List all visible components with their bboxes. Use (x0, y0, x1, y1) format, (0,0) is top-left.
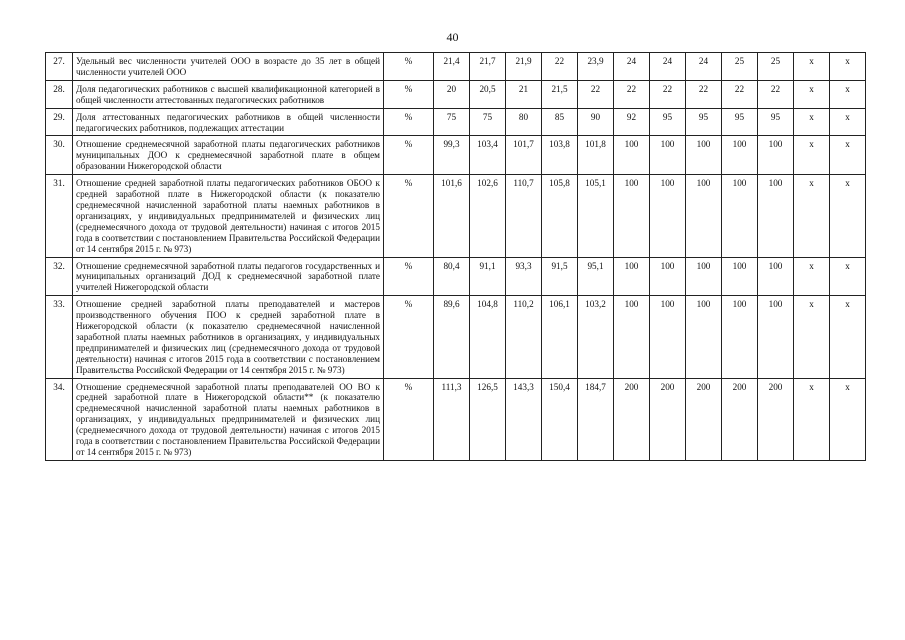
value-cell: 95 (686, 108, 722, 136)
value-cell: 106,1 (542, 296, 578, 378)
value-cell: 20 (434, 80, 470, 108)
unit-cell: % (384, 108, 434, 136)
row-number: 32. (46, 257, 73, 296)
value-cell: 95,1 (578, 257, 614, 296)
value-cell: 103,2 (578, 296, 614, 378)
value-cell: х (830, 80, 866, 108)
row-number: 29. (46, 108, 73, 136)
value-cell: 100 (758, 175, 794, 257)
value-cell: 100 (686, 257, 722, 296)
value-cell: 91,5 (542, 257, 578, 296)
unit-cell: % (384, 296, 434, 378)
value-cell: 21,5 (542, 80, 578, 108)
value-cell: 21 (506, 80, 542, 108)
value-cell: 100 (614, 257, 650, 296)
value-cell: 143,3 (506, 378, 542, 460)
indicator-description: Отношение среднемесячной заработной платы педагогических работников муниципальных ДОО к среднемесячной заработной плате в общем образовании Нижегородской области (73, 136, 384, 175)
value-cell: 100 (614, 136, 650, 175)
indicator-description: Отношение средней заработной платы педагогических работников ОБОО к средней заработной плате в Нижегородской области (к показателю среднемесячной начисленной заработной платы наемных работников в организациях, у индивидуальных предпринимателей и физических лиц (среднемесячного дохода от трудовой деятельности) начиная с итогов 2015 года в соответствии с постановлением Правительства Российской Федерации от 14 сентября 2015 г. № 973) (73, 175, 384, 257)
unit-cell: % (384, 136, 434, 175)
value-cell: 80 (506, 108, 542, 136)
value-cell: 100 (758, 136, 794, 175)
value-cell: 93,3 (506, 257, 542, 296)
value-cell: 200 (722, 378, 758, 460)
value-cell: 102,6 (470, 175, 506, 257)
table-row (46, 296, 866, 378)
value-cell: х (830, 53, 866, 81)
row-number: 34. (46, 378, 73, 460)
value-cell: х (794, 53, 830, 81)
value-cell: 105,8 (542, 175, 578, 257)
value-cell: х (830, 175, 866, 257)
indicator-description: Удельный вес численности учителей ООО в возрасте до 35 лет в общей численности учителей ООО (73, 53, 384, 81)
value-cell: х (794, 296, 830, 378)
value-cell: 80,4 (434, 257, 470, 296)
value-cell: 150,4 (542, 378, 578, 460)
table-row (46, 257, 866, 296)
value-cell: 110,2 (506, 296, 542, 378)
value-cell: 100 (758, 296, 794, 378)
value-cell: х (830, 108, 866, 136)
value-cell: 22 (758, 80, 794, 108)
value-cell: 23,9 (578, 53, 614, 81)
value-cell: 200 (614, 378, 650, 460)
value-cell: 100 (614, 175, 650, 257)
indicator-description: Отношение среднемесячной заработной платы преподавателей ОО ВО к средней заработной плате в Нижегородской области** (к показателю среднемесячной начисленной заработной платы наемных работников в организациях, у индивидуальных предпринимателей и физических лиц (среднемесячного дохода от трудовой деятельности) начиная с итогов 2015 года в соответствии с постановлением Правительства Российской Федерации от 14 сентября 2015 г. № 973) (73, 378, 384, 460)
value-cell: х (830, 296, 866, 378)
value-cell: х (830, 136, 866, 175)
value-cell: 126,5 (470, 378, 506, 460)
value-cell: 101,8 (578, 136, 614, 175)
value-cell: 200 (758, 378, 794, 460)
value-cell: 100 (614, 296, 650, 378)
value-cell: 100 (722, 136, 758, 175)
value-cell: 85 (542, 108, 578, 136)
value-cell: 95 (758, 108, 794, 136)
value-cell: х (794, 80, 830, 108)
value-cell: 91,1 (470, 257, 506, 296)
value-cell: 22 (614, 80, 650, 108)
value-cell: 22 (650, 80, 686, 108)
value-cell: 100 (686, 296, 722, 378)
value-cell: 22 (722, 80, 758, 108)
table-row (46, 136, 866, 175)
row-number: 31. (46, 175, 73, 257)
value-cell: 103,8 (542, 136, 578, 175)
indicator-description: Отношение средней заработной платы преподавателей и мастеров производственного обучения ПОО к средней заработной плате в Нижегородской области (к показателю среднемесячной начисленной заработной платы наемных работников в организациях, у индивидуальных предпринимателей и физических лиц (среднемесячного дохода от трудовой деятельности) начиная с итогов 2015 года в соответствии с постановлением Правительства Российской Федерации от 14 сентября 2015 г. № 973) (73, 296, 384, 378)
value-cell: 21,4 (434, 53, 470, 81)
value-cell: х (830, 257, 866, 296)
value-cell: 22 (578, 80, 614, 108)
value-cell: 101,7 (506, 136, 542, 175)
row-number: 30. (46, 136, 73, 175)
indicator-description: Доля аттестованных педагогических работников в общей численности педагогических работников, подлежащих аттестации (73, 108, 384, 136)
value-cell: 110,7 (506, 175, 542, 257)
value-cell: 22 (686, 80, 722, 108)
value-cell: х (794, 175, 830, 257)
value-cell: 100 (650, 296, 686, 378)
value-cell: 105,1 (578, 175, 614, 257)
value-cell: 92 (614, 108, 650, 136)
table-row (46, 108, 866, 136)
table-row (46, 80, 866, 108)
value-cell: х (794, 136, 830, 175)
value-cell: 111,3 (434, 378, 470, 460)
table-row (46, 175, 866, 257)
value-cell: 100 (650, 136, 686, 175)
value-cell: 101,6 (434, 175, 470, 257)
unit-cell: % (384, 53, 434, 81)
value-cell: 20,5 (470, 80, 506, 108)
indicators-table (45, 52, 866, 461)
value-cell: 184,7 (578, 378, 614, 460)
value-cell: 100 (650, 257, 686, 296)
value-cell: 100 (758, 257, 794, 296)
value-cell: 25 (722, 53, 758, 81)
value-cell: 75 (434, 108, 470, 136)
row-number: 28. (46, 80, 73, 108)
value-cell: 99,3 (434, 136, 470, 175)
value-cell: х (794, 257, 830, 296)
value-cell: 89,6 (434, 296, 470, 378)
value-cell: 21,9 (506, 53, 542, 81)
page-number: 40 (446, 30, 459, 44)
indicator-description: Отношение среднемесячной заработной платы педагогов государственных и муниципальных организаций ДОД к среднемесячной заработной плате учителей Нижегородской области (73, 257, 384, 296)
row-number: 33. (46, 296, 73, 378)
table-row (46, 378, 866, 460)
value-cell: 21,7 (470, 53, 506, 81)
value-cell: 100 (722, 257, 758, 296)
value-cell: х (794, 108, 830, 136)
value-cell: х (794, 378, 830, 460)
value-cell: 100 (686, 136, 722, 175)
unit-cell: % (384, 378, 434, 460)
row-number: 27. (46, 53, 73, 81)
value-cell: 200 (650, 378, 686, 460)
value-cell: 104,8 (470, 296, 506, 378)
value-cell: 22 (542, 53, 578, 81)
value-cell: 24 (650, 53, 686, 81)
value-cell: 24 (614, 53, 650, 81)
value-cell: х (830, 378, 866, 460)
value-cell: 90 (578, 108, 614, 136)
value-cell: 25 (758, 53, 794, 81)
value-cell: 100 (722, 175, 758, 257)
value-cell: 24 (686, 53, 722, 81)
value-cell: 100 (650, 175, 686, 257)
table-body (46, 53, 866, 461)
indicator-description: Доля педагогических работников с высшей квалификационной категорией в общей численности аттестованных педагогических работников (73, 80, 384, 108)
unit-cell: % (384, 257, 434, 296)
value-cell: 100 (722, 296, 758, 378)
table-row (46, 53, 866, 81)
unit-cell: % (384, 175, 434, 257)
value-cell: 95 (722, 108, 758, 136)
value-cell: 95 (650, 108, 686, 136)
unit-cell: % (384, 80, 434, 108)
value-cell: 100 (686, 175, 722, 257)
value-cell: 75 (470, 108, 506, 136)
value-cell: 200 (686, 378, 722, 460)
value-cell: 103,4 (470, 136, 506, 175)
